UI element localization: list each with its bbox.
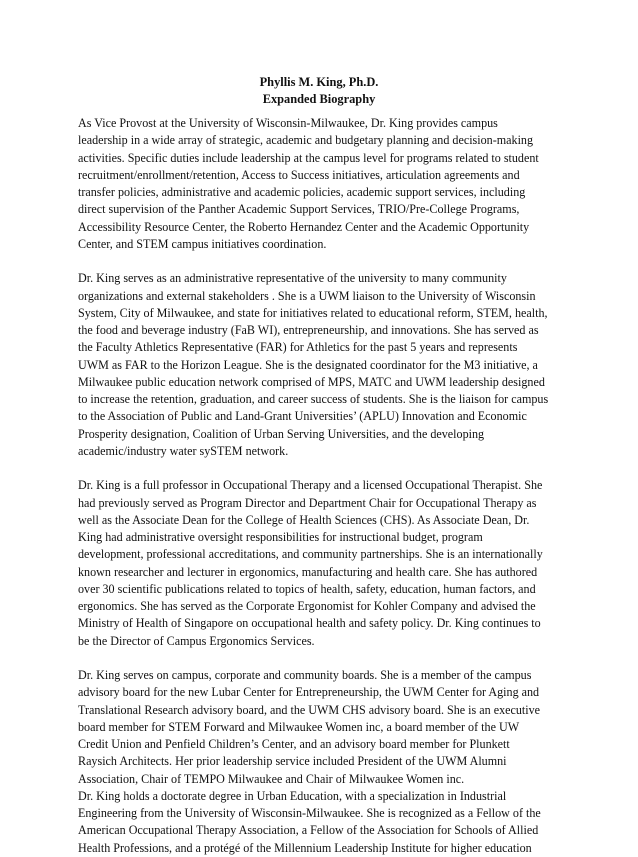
paragraph-spacer: [78, 650, 568, 667]
biography-body: [78, 115, 568, 857]
paragraph-line: the food and beverage industry (FaB WI), entrepreneurship, and innovations. She has served as: [78, 323, 539, 337]
paragraph-line: known researcher and lecturer in ergonomics, manufacturing and health care. She has authored: [78, 564, 538, 579]
paragraph-line: Ministry of Health of Singapore on occupational health and safety policy. Dr. King continues to: [78, 616, 541, 631]
paragraph-line: had previously served as Program Director and Department Chair for Occupational Therapy as: [78, 495, 537, 510]
paragraph: [78, 667, 568, 788]
paragraph-line: transfer policies, administrative and academic policies, academic support services, including: [78, 185, 526, 199]
paragraph-line: American Occupational Therapy Association, a Fellow of the Association for Schools of Allied: [78, 823, 539, 838]
paragraph-line: activities. Specific duties include leadership at the campus level for programs related to student: [78, 150, 539, 165]
paragraph-line: Translational Research advisory board, and the UWM CHS advisory board. She is an executive: [78, 702, 541, 717]
paragraph-line: leadership in a wide array of strategic, academic and budgetary planning and decision-making: [78, 133, 534, 148]
paragraph-line: direct supervision of the Panther Academic Support Services, TRIO/Pre-College Programs,: [78, 202, 520, 217]
paragraph-line: Prosperity designation, Coalition of Urban Serving Universities, and the developing: [78, 426, 485, 441]
paragraph-line: King had administrative oversight responsibilities for instructional budget, program: [78, 530, 483, 544]
paragraph: [78, 115, 568, 253]
paragraph-line: Association, Chair of TEMPO Milwaukee and Chair of Milwaukee Women inc.: [78, 771, 465, 786]
paragraph-line: over 30 scientific publications related to topics of health, safety, education, human factors, and: [78, 581, 536, 596]
paragraph: [78, 270, 568, 460]
paragraph-line: to the Association of Public and Land-Grant Universities’ (APLU) Innovation and Economic: [78, 409, 527, 424]
paragraph-line: UWM as FAR to the Horizon League. She is the designated coordinator for the M3 initiative, a: [78, 357, 538, 372]
paragraph-line: academic/industry water sySTEM network.: [78, 443, 289, 458]
paragraph-line: Center, and STEM campus initiatives coordination.: [78, 236, 327, 251]
paragraph-line: Dr. King is a full professor in Occupational Therapy and a licensed Occupational Therapist. She: [78, 478, 543, 493]
paragraph-line: Milwaukee public education network comprised of MPS, MATC and UWM leadership designed: [78, 374, 545, 389]
paragraph-line: System, City of Milwaukee, and state for initiatives related to educational reform, STEM, health,: [78, 305, 548, 320]
paragraph-line: development, professional accreditations, and community partnerships. She is an internationally: [78, 547, 543, 562]
document-subtitle: Expanded Biography: [262, 92, 376, 106]
paragraph-spacer: [78, 253, 568, 270]
paragraph-line: to increase the retention, graduation, and career success of students. She is the liaison for campus: [78, 392, 549, 406]
paragraph-spacer: [78, 460, 568, 477]
paragraph-line: advisory board for the new Lubar Center for Entrepreneurship, the UWM Center for Aging and: [78, 685, 540, 700]
paragraph-line: Credit Union and Penfield Children’s Center, and an advisory board member for Plunkett: [78, 737, 510, 751]
paragraph-line: Dr. King serves on campus, corporate and community boards. She is a member of the campus: [78, 668, 532, 682]
paragraph-line: the Faculty Athletics Representative (FAR) for Athletics for the past 5 years and represents: [78, 340, 518, 355]
paragraph-line: organizations and external stakeholders . She is a UWM liaison to the University of Wisconsin: [78, 288, 536, 303]
paragraph-line: Health Professions, and a protégé of the Millennium Leadership Institute for higher education: [78, 840, 532, 855]
paragraph-line: be the Director of Campus Ergonomics Services.: [78, 633, 315, 648]
paragraph-line: Raysich Architects. Her prior leadership service included President of the UWM Alumni: [78, 754, 507, 769]
paragraph-line: Dr. King holds a doctorate degree in Urban Education, with a specialization in Industrial: [78, 788, 507, 803]
paragraph: [78, 477, 568, 650]
paragraph-line: Engineering from the University of Wisconsin-Milwaukee. She is recognized as a Fellow of the: [78, 806, 541, 820]
paragraph-line: recruitment/enrollment/retention, Access to Success initiatives, articulation agreements and: [78, 167, 520, 182]
paragraph-line: ergonomics. She has served as the Corporate Ergonomist for Kohler Company and advised the: [78, 599, 536, 613]
paragraph-line: well as the Associate Dean for the College of Health Sciences (CHS). As Associate Dean, Dr.: [78, 512, 530, 527]
paragraph-line: As Vice Provost at the University of Wisconsin-Milwaukee, Dr. King provides campus: [78, 116, 498, 130]
paragraph-line: Dr. King serves as an administrative representative of the university to many community: [78, 271, 507, 286]
author-name: Phyllis M. King, Ph.D.: [259, 75, 379, 89]
document-title: [0, 74, 638, 108]
paragraph: [78, 788, 568, 857]
paragraph-line: board member for STEM Forward and Milwaukee Women inc, a board member of the UW: [78, 719, 520, 734]
paragraph-line: Accessibility Resource Center, the Roberto Hernandez Center and the Academic Opportunity: [78, 219, 530, 234]
